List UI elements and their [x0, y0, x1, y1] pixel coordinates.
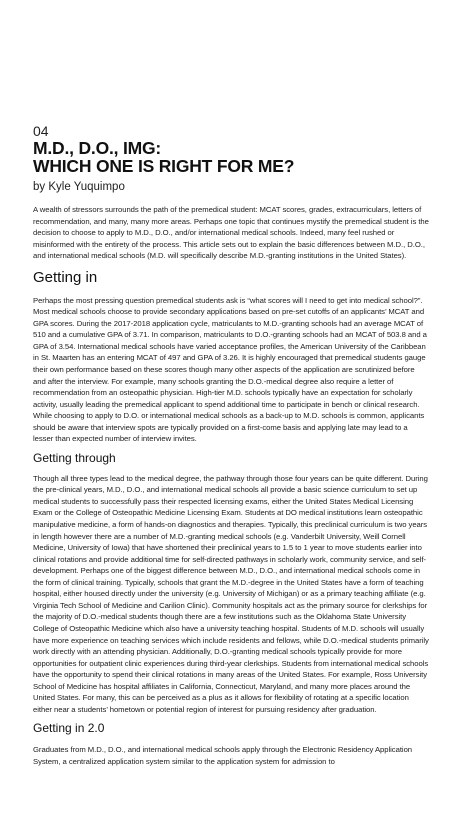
author-byline: by Kyle Yuquimpo [33, 181, 125, 193]
intro-paragraph: A wealth of stressors surrounds the path of the premedical student: MCAT scores, grades, extracurriculars, letters of recommendation, and many, many more areas. Perhaps one topic that continues mystify the premedical student is the decision to choose to apply to M.D., D.O., and/or international medical schools. Indeed, many feel rushed or misinformed with the entirety of the process. This article sets out to explain the basic differences between M.D., D.O., and international medical schools (M.D. will specifically describe M.D.-granting institutions in the United States). [33, 205, 429, 261]
article-title-line-2: WHICH ONE IS RIGHT FOR ME? [33, 156, 295, 176]
article-title-line-1: M.D., D.O., IMG: [33, 138, 162, 158]
article-title [33, 139, 429, 175]
section-body-getting-through: Though all three types lead to the medical degree, the pathway through those four years can be quite different. During the pre-clinical years, M.D., D.O., and international medical schools all provide a basic science curriculum to set up medical students to successfully pass their respected licensing exams, either the United States Medical Licensing Exam or the College of Osteopathic Medicine Licensing Exam. Students at DO medical institutions learn osteopathic manipulative medicine, a form of hands-on diagnostics and therapies. Typically, this preclinical curriculum is two years in length however there are a number of M.D.-granting medical schools (e.g. Vanderbilt University, Weill Cornell Medicine, University of Iowa) that have shortened their preclinical years to 1.5 to 1 year to move students earlier into clinical rotations and provide additional time for self-directed pathways in scholarly work, community service, and self-development. Perhaps one of the biggest difference between M.D., D.O., and international medical schools come in the form of clinical training. Typically, schools that grant the M.D.-degree in the United States have a form of teaching hospital, either housed directly under the university (e.g. University of Michigan) or as a primary teaching affiliate (e.g. Virginia Tech School of Medicine and Carilion Clinic). Community hospitals act as the primary source for clerkships for the majority of D.O.-medical students though there are a few institutions such as the Oklahoma State University College of Osteopathic Medicine which also have a university teaching hospital. Students of M.D. schools will usually have more experience on teaching services which include residents and fellows, while D.O.-medical students primarily work directly with an attending physician. Additionally, D.O.-granting medical schools typically provide for more opportunities for outpatient clinic experiences during third-year clerkships. Students from international medical schools have the opportunity to spend their clinical rotations in many areas of the United States. For example, Ross University School of Medicine has hospital affiliates in California, Connecticut, Maryland, and many more places around the United States. For many, this can be perceived as a plus as it allows for flexibility of rotating at a specific location either near a students’ hometown or potential region of interest for pursuing residency after graduation. [33, 473, 429, 714]
section-heading-getting-in-2: Getting in 2.0 [33, 721, 105, 736]
section-heading-getting-through: Getting through [33, 450, 116, 465]
article-content [33, 124, 429, 767]
section-body-getting-in-2: Graduates from M.D., D.O., and international medical schools apply through the Electronic Residency Application System, a centralized application system similar to the application system for admission to [33, 745, 413, 766]
section-heading-getting-in: Getting in [33, 268, 98, 286]
section-body-getting-in: Perhaps the most pressing question premedical students ask is “what scores will I need to get into medical school?”. Most medical schools choose to provide secondary applications based on pre-set cutoffs of an applicants’ MCAT and GPA scores. During the 2017-2018 application cycle, matriculants to M.D.-granting schools had an average MCAT of 510 and a cumulative GPA of 3.71. In comparison, matriculants to D.O.-granting schools had an MCAT of 503.8 and a GPA of 3.54. International medical schools have varied acceptance profiles, the American University of the Caribbean in St. Maarten has an entering MCAT of 497 and GPA of 3.26. It is highly encouraged that premedical students gauge their own performance based on these scores though many other aspects of the application are scrutinized before and after the interview. For example, many schools granting the D.O.-medical degree also require a letter of recommendation from an osteopathic physician. High-tier M.D. schools typically have an expectation for scholarly activity, usually leading the premedical applicant to spend additional time to participate in bench or clinical research. While choosing to apply to D.O. or international medical schools as a back-up to M.D. schools is common, applicants should be aware that interview spots are typically provided on a first-come basis and applying late may lead to a lesser than expected number of interview invites. [33, 295, 427, 444]
issue-number: 04 [33, 123, 49, 139]
